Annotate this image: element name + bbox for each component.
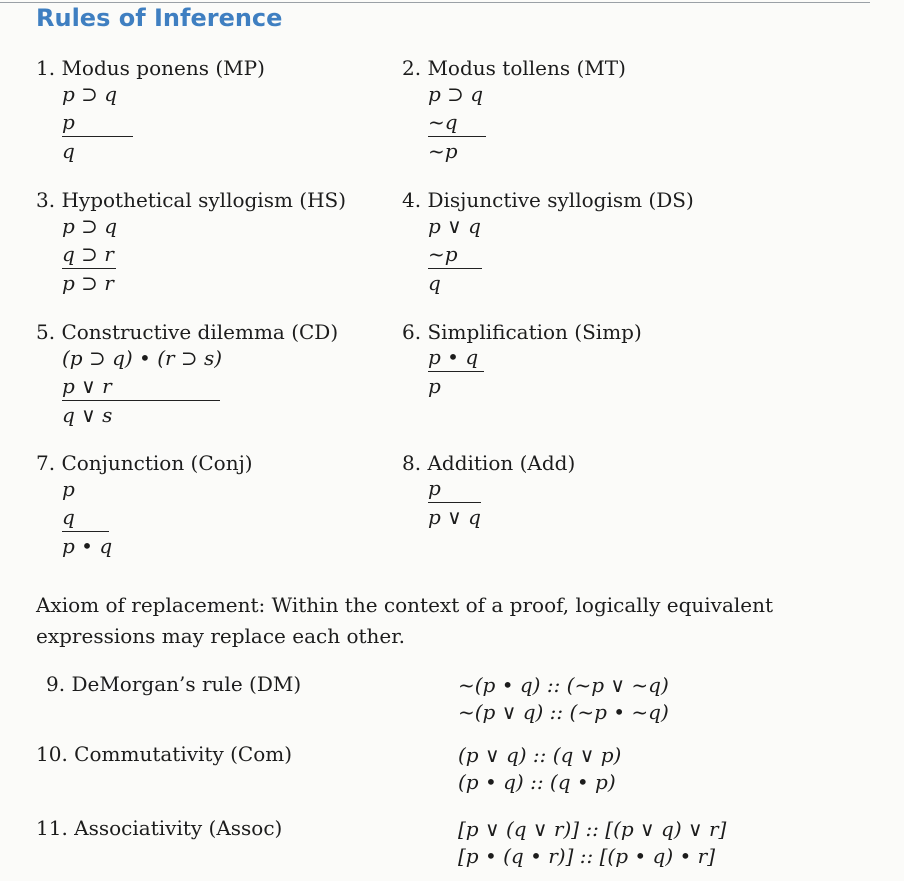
rule-constructive-dilemma bbox=[36, 320, 338, 430]
premise: p • q bbox=[428, 344, 484, 372]
rule-modus-tollens bbox=[402, 56, 626, 166]
conclusion: q bbox=[62, 139, 75, 163]
rule-modus-ponens bbox=[36, 56, 265, 166]
axiom-of-replacement: Axiom of replacement: Within the context of a proof, logically equivalent expressions may replace each other. bbox=[36, 593, 774, 648]
rule-title: 7. Conjunction (Conj) bbox=[36, 451, 253, 475]
premise: p ∨ q bbox=[428, 214, 481, 238]
commutativity-expressions bbox=[458, 742, 621, 796]
premise: p ∨ r bbox=[62, 373, 220, 401]
rule-title: 5. Constructive dilemma (CD) bbox=[36, 320, 339, 344]
rule-addition bbox=[402, 451, 575, 532]
premise: p bbox=[62, 109, 133, 137]
premise: q bbox=[62, 504, 109, 532]
conclusion: p ∨ q bbox=[428, 505, 481, 529]
rule-title: 3. Hypothetical syllogism (HS) bbox=[36, 188, 347, 212]
page-title: Rules of Inference bbox=[36, 4, 283, 32]
premise: (p ⊃ q) • (r ⊃ s) bbox=[62, 346, 223, 370]
conclusion: p ⊃ r bbox=[62, 271, 114, 295]
premise: ~q bbox=[428, 109, 486, 137]
premise: q ⊃ r bbox=[62, 241, 116, 269]
rule-associativity: 11. Associativity (Assoc) bbox=[36, 816, 283, 840]
rule-conjunction bbox=[36, 451, 253, 561]
rule-hypothetical-syllogism bbox=[36, 188, 346, 298]
premise: p bbox=[428, 475, 481, 503]
equivalence: [p • (q • r)] :: [(p • q) • r] bbox=[458, 844, 715, 868]
rule-title: 4. Disjunctive syllogism (DS) bbox=[402, 188, 694, 212]
rule-title: 8. Addition (Add) bbox=[402, 451, 576, 475]
rule-demorgan: 9. DeMorgan’s rule (DM) bbox=[46, 672, 302, 696]
equivalence: ~(p • q) :: (~p ∨ ~q) bbox=[458, 673, 669, 697]
equivalence: (p • q) :: (q • p) bbox=[458, 770, 616, 794]
conclusion: p • q bbox=[62, 534, 113, 558]
associativity-expressions bbox=[458, 816, 726, 870]
rule-commutativity: 10. Commutativity (Com) bbox=[36, 742, 293, 766]
premise: p ⊃ q bbox=[428, 82, 484, 106]
conclusion: q bbox=[428, 271, 441, 295]
top-rule-line bbox=[0, 2, 870, 3]
premise: p ⊃ q bbox=[62, 82, 118, 106]
equivalence: [p ∨ (q ∨ r)] :: [(p ∨ q) ∨ r] bbox=[458, 817, 727, 841]
rule-simplification bbox=[402, 320, 642, 401]
rule-title: 6. Simplification (Simp) bbox=[402, 320, 642, 344]
conclusion: p bbox=[428, 374, 441, 398]
equivalence: ~(p ∨ q) :: (~p • ~q) bbox=[458, 700, 669, 724]
premise: ~p bbox=[428, 241, 482, 269]
rule-title: 1. Modus ponens (MP) bbox=[36, 56, 265, 80]
conclusion: q ∨ s bbox=[62, 403, 113, 427]
rule-title: 2. Modus tollens (MT) bbox=[402, 56, 626, 80]
premise: p bbox=[62, 477, 75, 501]
premise: p ⊃ q bbox=[62, 214, 118, 238]
rule-disjunctive-syllogism bbox=[402, 188, 694, 298]
conclusion: ~p bbox=[428, 139, 458, 163]
demorgan-expressions bbox=[458, 672, 669, 726]
equivalence: (p ∨ q) :: (q ∨ p) bbox=[458, 743, 622, 767]
